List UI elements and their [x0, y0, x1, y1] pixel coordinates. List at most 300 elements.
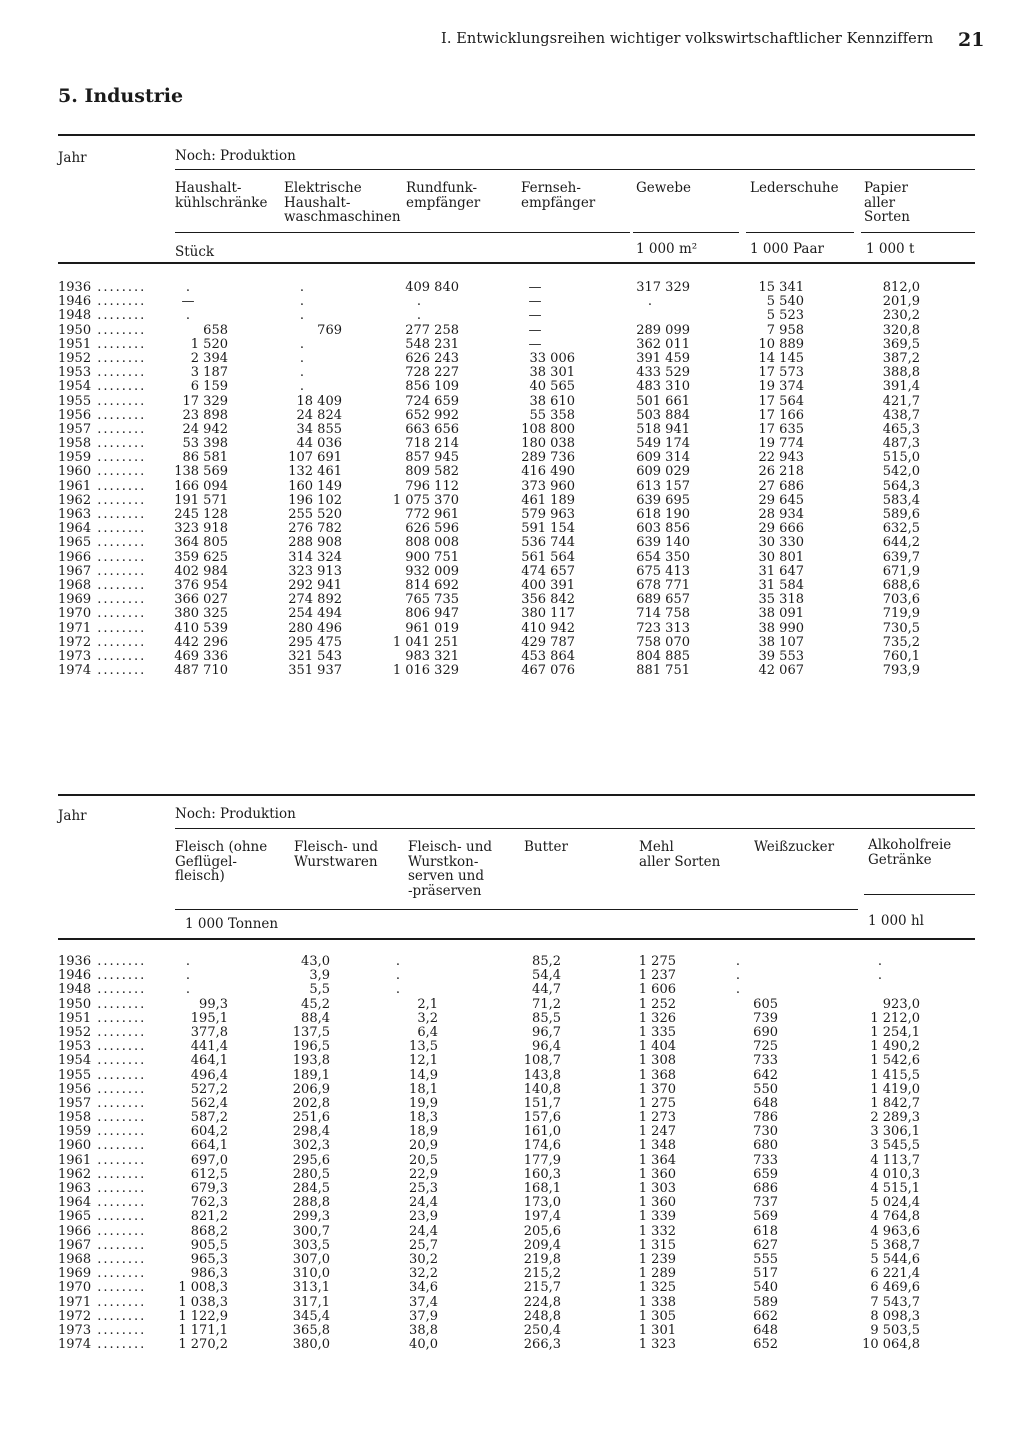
- table-row: [58, 1097, 975, 1111]
- year-cell: [58, 1026, 162, 1040]
- data-cell: 730,5: [882, 620, 920, 636]
- data-cell: 10 064,8: [862, 1337, 920, 1353]
- col-header: Lederschuhe: [750, 180, 839, 196]
- data-cell: 517: [753, 1266, 778, 1282]
- data-cell: 85,5: [532, 1010, 561, 1026]
- col-header: Fernseh- empfänger: [521, 180, 596, 211]
- year-value: 1952: [58, 1025, 92, 1040]
- table-row: [58, 508, 975, 522]
- data-cell: 369,5: [882, 336, 920, 352]
- table-row: [58, 1296, 975, 1310]
- year-cell: [58, 508, 162, 522]
- data-cell: 639,7: [882, 549, 920, 565]
- data-cell: 22,9: [409, 1166, 438, 1182]
- col-header: Elektrische Haushalt- waschmaschinen: [284, 180, 401, 225]
- data-cell: 137,5: [292, 1024, 330, 1040]
- data-cell: 30,2: [409, 1251, 438, 1267]
- data-cell: 224,8: [523, 1294, 561, 1310]
- data-cell: 671,9: [882, 563, 920, 579]
- data-cell: 688,6: [882, 577, 920, 593]
- data-cell: 24,4: [409, 1195, 438, 1211]
- data-cell: 376 954: [174, 577, 228, 593]
- data-cell: 197,4: [523, 1209, 561, 1225]
- data-cell: 739: [753, 1010, 778, 1026]
- data-cell: 1 270,2: [178, 1337, 228, 1353]
- data-cell: 25,3: [409, 1181, 438, 1196]
- leader-dots: ........: [91, 479, 147, 494]
- data-cell: 986,3: [190, 1266, 228, 1282]
- data-cell: 4 764,8: [870, 1209, 920, 1225]
- data-cell: 714 758: [636, 606, 690, 622]
- leader-dots: ........: [91, 1323, 147, 1338]
- data-cell: 17 635: [758, 421, 804, 437]
- leader-dots: ........: [91, 1182, 147, 1196]
- data-cell: 20,5: [409, 1152, 438, 1168]
- year-value: 1955: [58, 394, 92, 409]
- table-row: [58, 380, 975, 394]
- data-cell: 483 310: [636, 379, 690, 395]
- data-cell: —: [528, 336, 542, 352]
- table-row: [58, 1281, 975, 1295]
- data-cell: 40,0: [409, 1337, 438, 1353]
- group-rule: [175, 828, 975, 829]
- data-cell: 814 692: [405, 577, 459, 593]
- data-cell: 18,1: [409, 1081, 438, 1097]
- data-cell: 31 647: [758, 563, 804, 579]
- data-cell: 474 657: [521, 563, 575, 579]
- data-cell: 380,0: [292, 1337, 330, 1353]
- data-cell: .: [299, 365, 305, 381]
- data-cell: 31 584: [758, 577, 804, 593]
- data-cell: 402 984: [174, 563, 228, 579]
- year-value: 1948: [58, 983, 92, 998]
- data-cell: 561 564: [521, 549, 575, 565]
- leader-dots: ........: [91, 451, 147, 466]
- data-cell: 453 864: [521, 648, 575, 664]
- year-cell: [58, 409, 162, 423]
- data-cell: 345,4: [292, 1308, 330, 1324]
- data-cell: 686: [753, 1181, 778, 1196]
- data-cell: 295 475: [288, 634, 342, 650]
- data-cell: 730: [753, 1124, 778, 1140]
- data-cell: 627: [753, 1237, 778, 1253]
- leader-dots: ........: [91, 380, 147, 395]
- year-cell: [58, 1239, 162, 1253]
- year-cell: [58, 1296, 162, 1310]
- data-cell: 317,1: [292, 1294, 330, 1310]
- data-cell: 219,8: [523, 1251, 561, 1267]
- data-cell: 19 374: [758, 379, 804, 395]
- data-cell: 550: [753, 1081, 778, 1097]
- data-cell: 96,7: [532, 1024, 561, 1040]
- data-cell: 1 542,6: [870, 1053, 920, 1069]
- leader-dots: ........: [91, 1139, 147, 1154]
- table-row: [58, 1040, 975, 1054]
- data-cell: .: [735, 982, 741, 998]
- data-cell: 642: [753, 1067, 778, 1083]
- data-cell: 37,4: [409, 1294, 438, 1310]
- table-row: [58, 352, 975, 366]
- year-value: 1950: [58, 997, 92, 1012]
- data-cell: 108,7: [523, 1053, 561, 1069]
- data-cell: 5 523: [766, 308, 804, 324]
- data-cell: 809 582: [405, 464, 459, 480]
- data-cell: 174,6: [523, 1138, 561, 1154]
- year-value: 1953: [58, 1040, 92, 1055]
- data-cell: 1 008,3: [178, 1280, 228, 1296]
- data-cell: 603 856: [636, 521, 690, 537]
- data-cell: 1 360: [638, 1195, 676, 1211]
- data-cell: 29 666: [758, 521, 804, 537]
- data-cell: 38 610: [529, 393, 575, 409]
- data-cell: 22 943: [758, 450, 804, 466]
- year-value: 1955: [58, 1068, 92, 1083]
- leader-dots: ........: [91, 1281, 147, 1296]
- year-value: 1961: [58, 479, 92, 494]
- table-row: [58, 1324, 975, 1338]
- data-cell: 34,6: [409, 1280, 438, 1296]
- data-cell: 196,5: [292, 1039, 330, 1055]
- year-cell: [58, 309, 162, 323]
- data-cell: 107 691: [288, 450, 342, 466]
- data-cell: .: [735, 968, 741, 984]
- year-cell: [58, 380, 162, 394]
- table-row: [58, 465, 975, 479]
- data-cell: 461 189: [521, 492, 575, 508]
- data-cell: 932 009: [405, 563, 459, 579]
- table-row: [58, 1168, 975, 1182]
- header-bottom-rule: [58, 938, 975, 940]
- data-cell: 1 368: [638, 1067, 676, 1083]
- data-cell: 679,3: [190, 1181, 228, 1196]
- leader-dots: ........: [91, 323, 147, 338]
- year-cell: [58, 395, 162, 409]
- year-value: 1961: [58, 1153, 92, 1168]
- data-cell: 205,6: [523, 1223, 561, 1239]
- year-value: 1971: [58, 1295, 92, 1310]
- year-value: 1963: [58, 1182, 92, 1196]
- data-cell: 703,6: [882, 592, 920, 608]
- data-cell: 17 329: [182, 393, 228, 409]
- data-cell: 168,1: [523, 1181, 561, 1196]
- data-cell: 14,9: [409, 1067, 438, 1083]
- data-cell: 983 321: [405, 648, 459, 664]
- table-row: [58, 366, 975, 380]
- data-cell: 44,7: [532, 982, 561, 998]
- data-cell: 8 098,3: [870, 1308, 920, 1324]
- data-cell: 527,2: [190, 1081, 228, 1097]
- data-cell: 30 801: [758, 549, 804, 565]
- leader-dots: ........: [91, 969, 147, 984]
- data-cell: 19,9: [409, 1095, 438, 1111]
- data-cell: 1 338: [638, 1294, 676, 1310]
- data-cell: 868,2: [190, 1223, 228, 1239]
- table-row: [58, 1111, 975, 1125]
- col-header: Gewebe: [636, 180, 691, 196]
- data-cell: 613 157: [636, 478, 690, 494]
- table-row: [58, 579, 975, 593]
- data-cell: 295,6: [292, 1152, 330, 1168]
- data-cell: 718 214: [405, 436, 459, 452]
- data-cell: 160 149: [288, 478, 342, 494]
- col-header: Weißzucker: [754, 839, 835, 855]
- data-cell: 1 237: [638, 968, 676, 984]
- year-value: 1972: [58, 635, 92, 650]
- data-cell: 5 540: [766, 294, 804, 310]
- data-cell: 441,4: [190, 1039, 228, 1055]
- data-cell: 589,6: [882, 507, 920, 522]
- data-cell: 35 318: [758, 592, 804, 608]
- data-cell: 1 016 329: [392, 663, 459, 679]
- data-cell: 17 166: [758, 407, 804, 423]
- data-cell: 923,0: [882, 996, 920, 1012]
- data-cell: 20,9: [409, 1138, 438, 1154]
- data-cell: 266,3: [523, 1337, 561, 1353]
- data-cell: 43,0: [301, 954, 330, 969]
- data-cell: 7 543,7: [870, 1294, 920, 1310]
- table-row: [58, 522, 975, 536]
- data-cell: 821,2: [190, 1209, 228, 1225]
- data-cell: 1 308: [638, 1053, 676, 1069]
- data-cell: 1 370: [638, 1081, 676, 1097]
- data-cell: 4 963,6: [870, 1223, 920, 1239]
- data-cell: 4 515,1: [870, 1181, 920, 1196]
- data-cell: 356 842: [521, 592, 575, 608]
- data-cell: 735,2: [882, 634, 920, 650]
- table-row: [58, 536, 975, 550]
- table-row: [58, 1239, 975, 1253]
- data-cell: 856 109: [405, 379, 459, 395]
- leader-dots: ........: [91, 1040, 147, 1055]
- data-cell: 639 140: [636, 535, 690, 551]
- data-cell: —: [528, 308, 542, 324]
- data-cell: 605: [753, 996, 778, 1012]
- table-row: [58, 565, 975, 579]
- data-cell: 569: [753, 1209, 778, 1225]
- data-cell: 254 494: [288, 606, 342, 622]
- year-value: 1954: [58, 380, 92, 395]
- data-cell: 280 496: [288, 620, 342, 636]
- year-value: 1973: [58, 1323, 92, 1338]
- leader-dots: ........: [91, 1025, 147, 1040]
- data-cell: 719,9: [882, 606, 920, 622]
- leader-dots: ........: [91, 437, 147, 452]
- data-cell: .: [299, 350, 305, 366]
- data-cell: 388,8: [882, 365, 920, 381]
- unit-rule: [633, 232, 739, 233]
- table-row: [58, 1253, 975, 1267]
- data-cell: 3,2: [417, 1010, 438, 1026]
- data-cell: 905,5: [190, 1237, 228, 1253]
- data-cell: 536 744: [521, 535, 575, 551]
- year-value: 1951: [58, 337, 92, 352]
- year-value: 1974: [58, 664, 92, 679]
- data-cell: 37,9: [409, 1308, 438, 1324]
- data-cell: 644,2: [882, 535, 920, 551]
- data-cell: 38 091: [758, 606, 804, 622]
- leader-dots: ........: [91, 1096, 147, 1111]
- year-cell: [58, 281, 162, 295]
- data-cell: 689 657: [636, 592, 690, 608]
- data-cell: 900 751: [405, 549, 459, 565]
- data-cell: .: [185, 982, 191, 998]
- leader-dots: ........: [91, 422, 147, 437]
- year-cell: [58, 1225, 162, 1239]
- year-cell: [58, 969, 162, 983]
- data-cell: 230,2: [882, 308, 920, 324]
- year-cell: [58, 295, 162, 309]
- year-value: 1972: [58, 1309, 92, 1324]
- table-row: [58, 409, 975, 423]
- data-cell: .: [299, 308, 305, 324]
- data-cell: 654 350: [636, 549, 690, 565]
- data-cell: 562,4: [190, 1095, 228, 1111]
- data-cell: .: [185, 308, 191, 324]
- data-cell: 609 029: [636, 464, 690, 480]
- year-cell: [58, 607, 162, 621]
- data-cell: 18,9: [409, 1124, 438, 1140]
- data-cell: .: [877, 968, 883, 984]
- data-cell: 961 019: [405, 620, 459, 636]
- year-cell: [58, 480, 162, 494]
- data-cell: 42 067: [758, 663, 804, 679]
- data-cell: 433 529: [636, 365, 690, 381]
- year-header: Jahr: [58, 808, 87, 824]
- data-cell: 284,5: [292, 1181, 330, 1196]
- leader-dots: ........: [91, 1167, 147, 1182]
- data-cell: 88,4: [301, 1010, 330, 1026]
- data-cell: 39 553: [758, 648, 804, 664]
- table-row: [58, 650, 975, 664]
- data-cell: 1 335: [638, 1024, 676, 1040]
- table-body: [58, 281, 975, 678]
- year-value: 1967: [58, 564, 92, 579]
- leader-dots: ........: [91, 578, 147, 593]
- data-cell: 618 190: [636, 507, 690, 522]
- data-cell: 23,9: [409, 1209, 438, 1225]
- data-cell: 1 041 251: [392, 634, 459, 650]
- data-cell: 161,0: [523, 1124, 561, 1140]
- data-cell: 276 782: [288, 521, 342, 537]
- data-cell: 4 113,7: [870, 1152, 920, 1168]
- header-bottom-rule: [58, 262, 975, 264]
- data-cell: 410 539: [174, 620, 228, 636]
- data-cell: 45,2: [301, 996, 330, 1012]
- table-row: [58, 437, 975, 451]
- data-cell: 359 625: [174, 549, 228, 565]
- data-cell: 320,8: [882, 322, 920, 338]
- group-rule: [175, 169, 975, 170]
- data-cell: 10 889: [758, 336, 804, 352]
- table-row: [58, 480, 975, 494]
- leader-dots: ........: [91, 1252, 147, 1267]
- data-cell: 487 710: [174, 663, 228, 679]
- data-cell: 86 581: [182, 450, 228, 466]
- data-cell: 373 960: [521, 478, 575, 494]
- year-value: 1962: [58, 1167, 92, 1182]
- data-cell: 255 520: [288, 507, 342, 522]
- data-cell: .: [395, 968, 401, 984]
- data-cell: 248,8: [523, 1308, 561, 1324]
- data-cell: 1 348: [638, 1138, 676, 1154]
- data-cell: 4 010,3: [870, 1166, 920, 1182]
- leader-dots: ........: [91, 983, 147, 998]
- data-cell: 503 884: [636, 407, 690, 423]
- data-cell: 1 075 370: [392, 492, 459, 508]
- leader-dots: ........: [91, 635, 147, 650]
- leader-dots: ........: [91, 309, 147, 324]
- data-cell: 307,0: [292, 1251, 330, 1267]
- table-row: [58, 494, 975, 508]
- data-cell: 364 805: [174, 535, 228, 551]
- data-cell: 289 099: [636, 322, 690, 338]
- data-cell: 1 275: [638, 1095, 676, 1111]
- data-cell: 18,3: [409, 1110, 438, 1126]
- data-cell: 806 947: [405, 606, 459, 622]
- data-cell: 206,9: [292, 1081, 330, 1097]
- data-cell: 6 159: [190, 379, 228, 395]
- table-row: [58, 281, 975, 295]
- data-cell: 760,1: [882, 648, 920, 664]
- table-row: [58, 1026, 975, 1040]
- data-cell: 1 520: [190, 336, 228, 352]
- data-cell: 288,8: [292, 1195, 330, 1211]
- data-cell: 5,5: [309, 982, 330, 998]
- data-cell: 317 329: [636, 280, 690, 295]
- col-header: Rundfunk- empfänger: [406, 180, 481, 211]
- year-cell: [58, 324, 162, 338]
- year-cell: [58, 1182, 162, 1196]
- leader-dots: ........: [91, 366, 147, 381]
- leader-dots: ........: [91, 508, 147, 522]
- year-value: 1971: [58, 621, 92, 636]
- data-cell: .: [185, 954, 191, 969]
- data-cell: 409 840: [405, 280, 459, 295]
- year-cell: [58, 352, 162, 366]
- table-row: [58, 607, 975, 621]
- leader-dots: ........: [91, 955, 147, 969]
- data-cell: 99,3: [199, 996, 228, 1012]
- data-cell: 675 413: [636, 563, 690, 579]
- col-header: Butter: [524, 839, 568, 855]
- data-cell: 25,7: [409, 1237, 438, 1253]
- year-value: 1946: [58, 295, 92, 310]
- data-cell: 289 736: [521, 450, 575, 466]
- data-cell: 53 398: [182, 436, 228, 452]
- data-cell: 1 326: [638, 1010, 676, 1026]
- data-cell: 215,7: [523, 1280, 561, 1296]
- year-cell: [58, 1139, 162, 1153]
- year-cell: [58, 1012, 162, 1026]
- data-cell: 487,3: [882, 436, 920, 452]
- data-cell: 1 490,2: [870, 1039, 920, 1055]
- data-cell: 680: [753, 1138, 778, 1154]
- year-cell: [58, 437, 162, 451]
- year-value: 1963: [58, 508, 92, 522]
- data-cell: 1 364: [638, 1152, 676, 1168]
- year-value: 1968: [58, 578, 92, 593]
- data-cell: 302,3: [292, 1138, 330, 1154]
- year-value: 1973: [58, 649, 92, 664]
- data-cell: 12,1: [409, 1053, 438, 1069]
- data-cell: 589: [753, 1294, 778, 1310]
- year-value: 1969: [58, 593, 92, 608]
- year-cell: [58, 1338, 162, 1352]
- leader-dots: ........: [91, 564, 147, 579]
- data-cell: 277 258: [405, 322, 459, 338]
- data-cell: .: [299, 294, 305, 310]
- data-cell: 765 735: [405, 592, 459, 608]
